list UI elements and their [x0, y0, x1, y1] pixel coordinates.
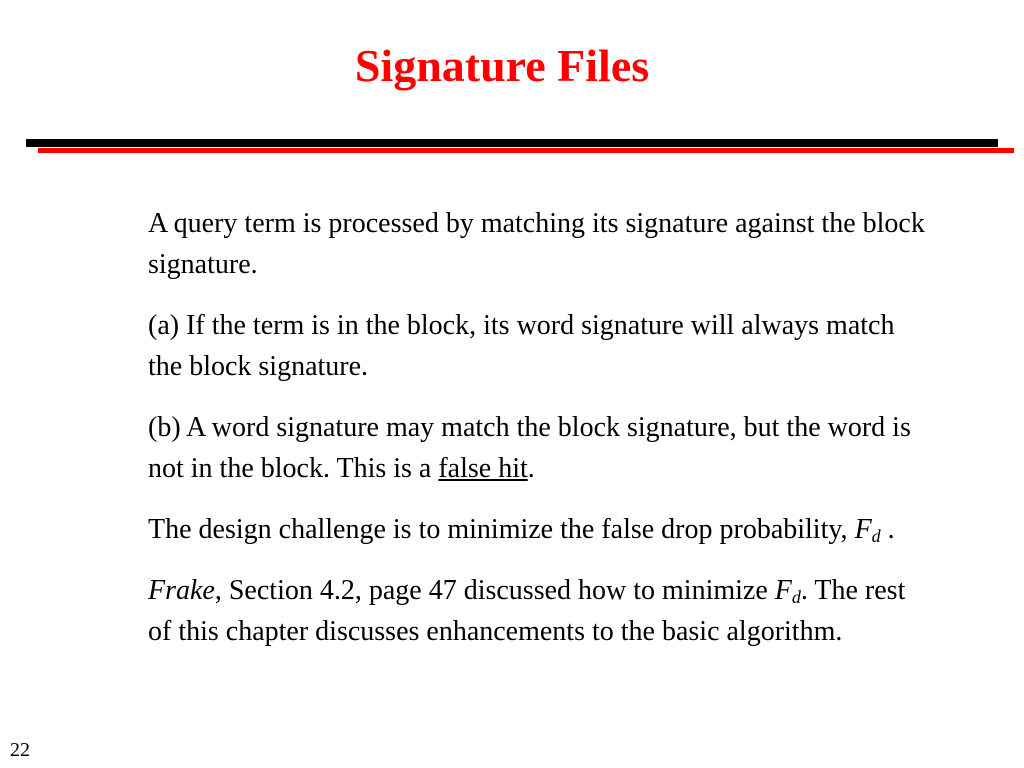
- paragraph-case-b: [148, 407, 928, 489]
- fd-subscript-2: d: [791, 587, 801, 607]
- false-hit-term: false hit: [438, 453, 528, 484]
- case-b-text: (b) A word signature may match the block signature, but the word is not in the block. This is a: [148, 412, 911, 484]
- frake-reference-text: , Section 4.2, page 47 discussed how to minimize: [214, 575, 775, 606]
- paragraph-case-a: (a) If the term is in the block, its word signature will always match the block signature.: [148, 310, 895, 382]
- title-divider-black: [26, 139, 998, 147]
- design-challenge-end: .: [880, 514, 895, 545]
- paragraph-frake-reference: [148, 570, 928, 652]
- paragraph-design-challenge: [148, 509, 928, 550]
- page-number: 22: [10, 739, 30, 761]
- fd-symbol-2: F: [774, 575, 792, 606]
- slide-body: [148, 203, 928, 652]
- fd-subscript: d: [871, 526, 881, 546]
- design-challenge-text: The design challenge is to minimize the false drop probability,: [148, 514, 855, 545]
- slide-title: Signature Files: [354, 40, 650, 91]
- fd-symbol: F: [854, 514, 872, 545]
- paragraph-query-processing: A query term is processed by matching its signature against the block signature.: [148, 208, 925, 280]
- title-divider-red: [38, 148, 1014, 153]
- frake-author: Frake: [148, 575, 215, 606]
- case-b-end: .: [527, 453, 535, 484]
- frake-reference-end: . The rest of this chapter discusses enhancements to the basic algorithm.: [148, 575, 906, 647]
